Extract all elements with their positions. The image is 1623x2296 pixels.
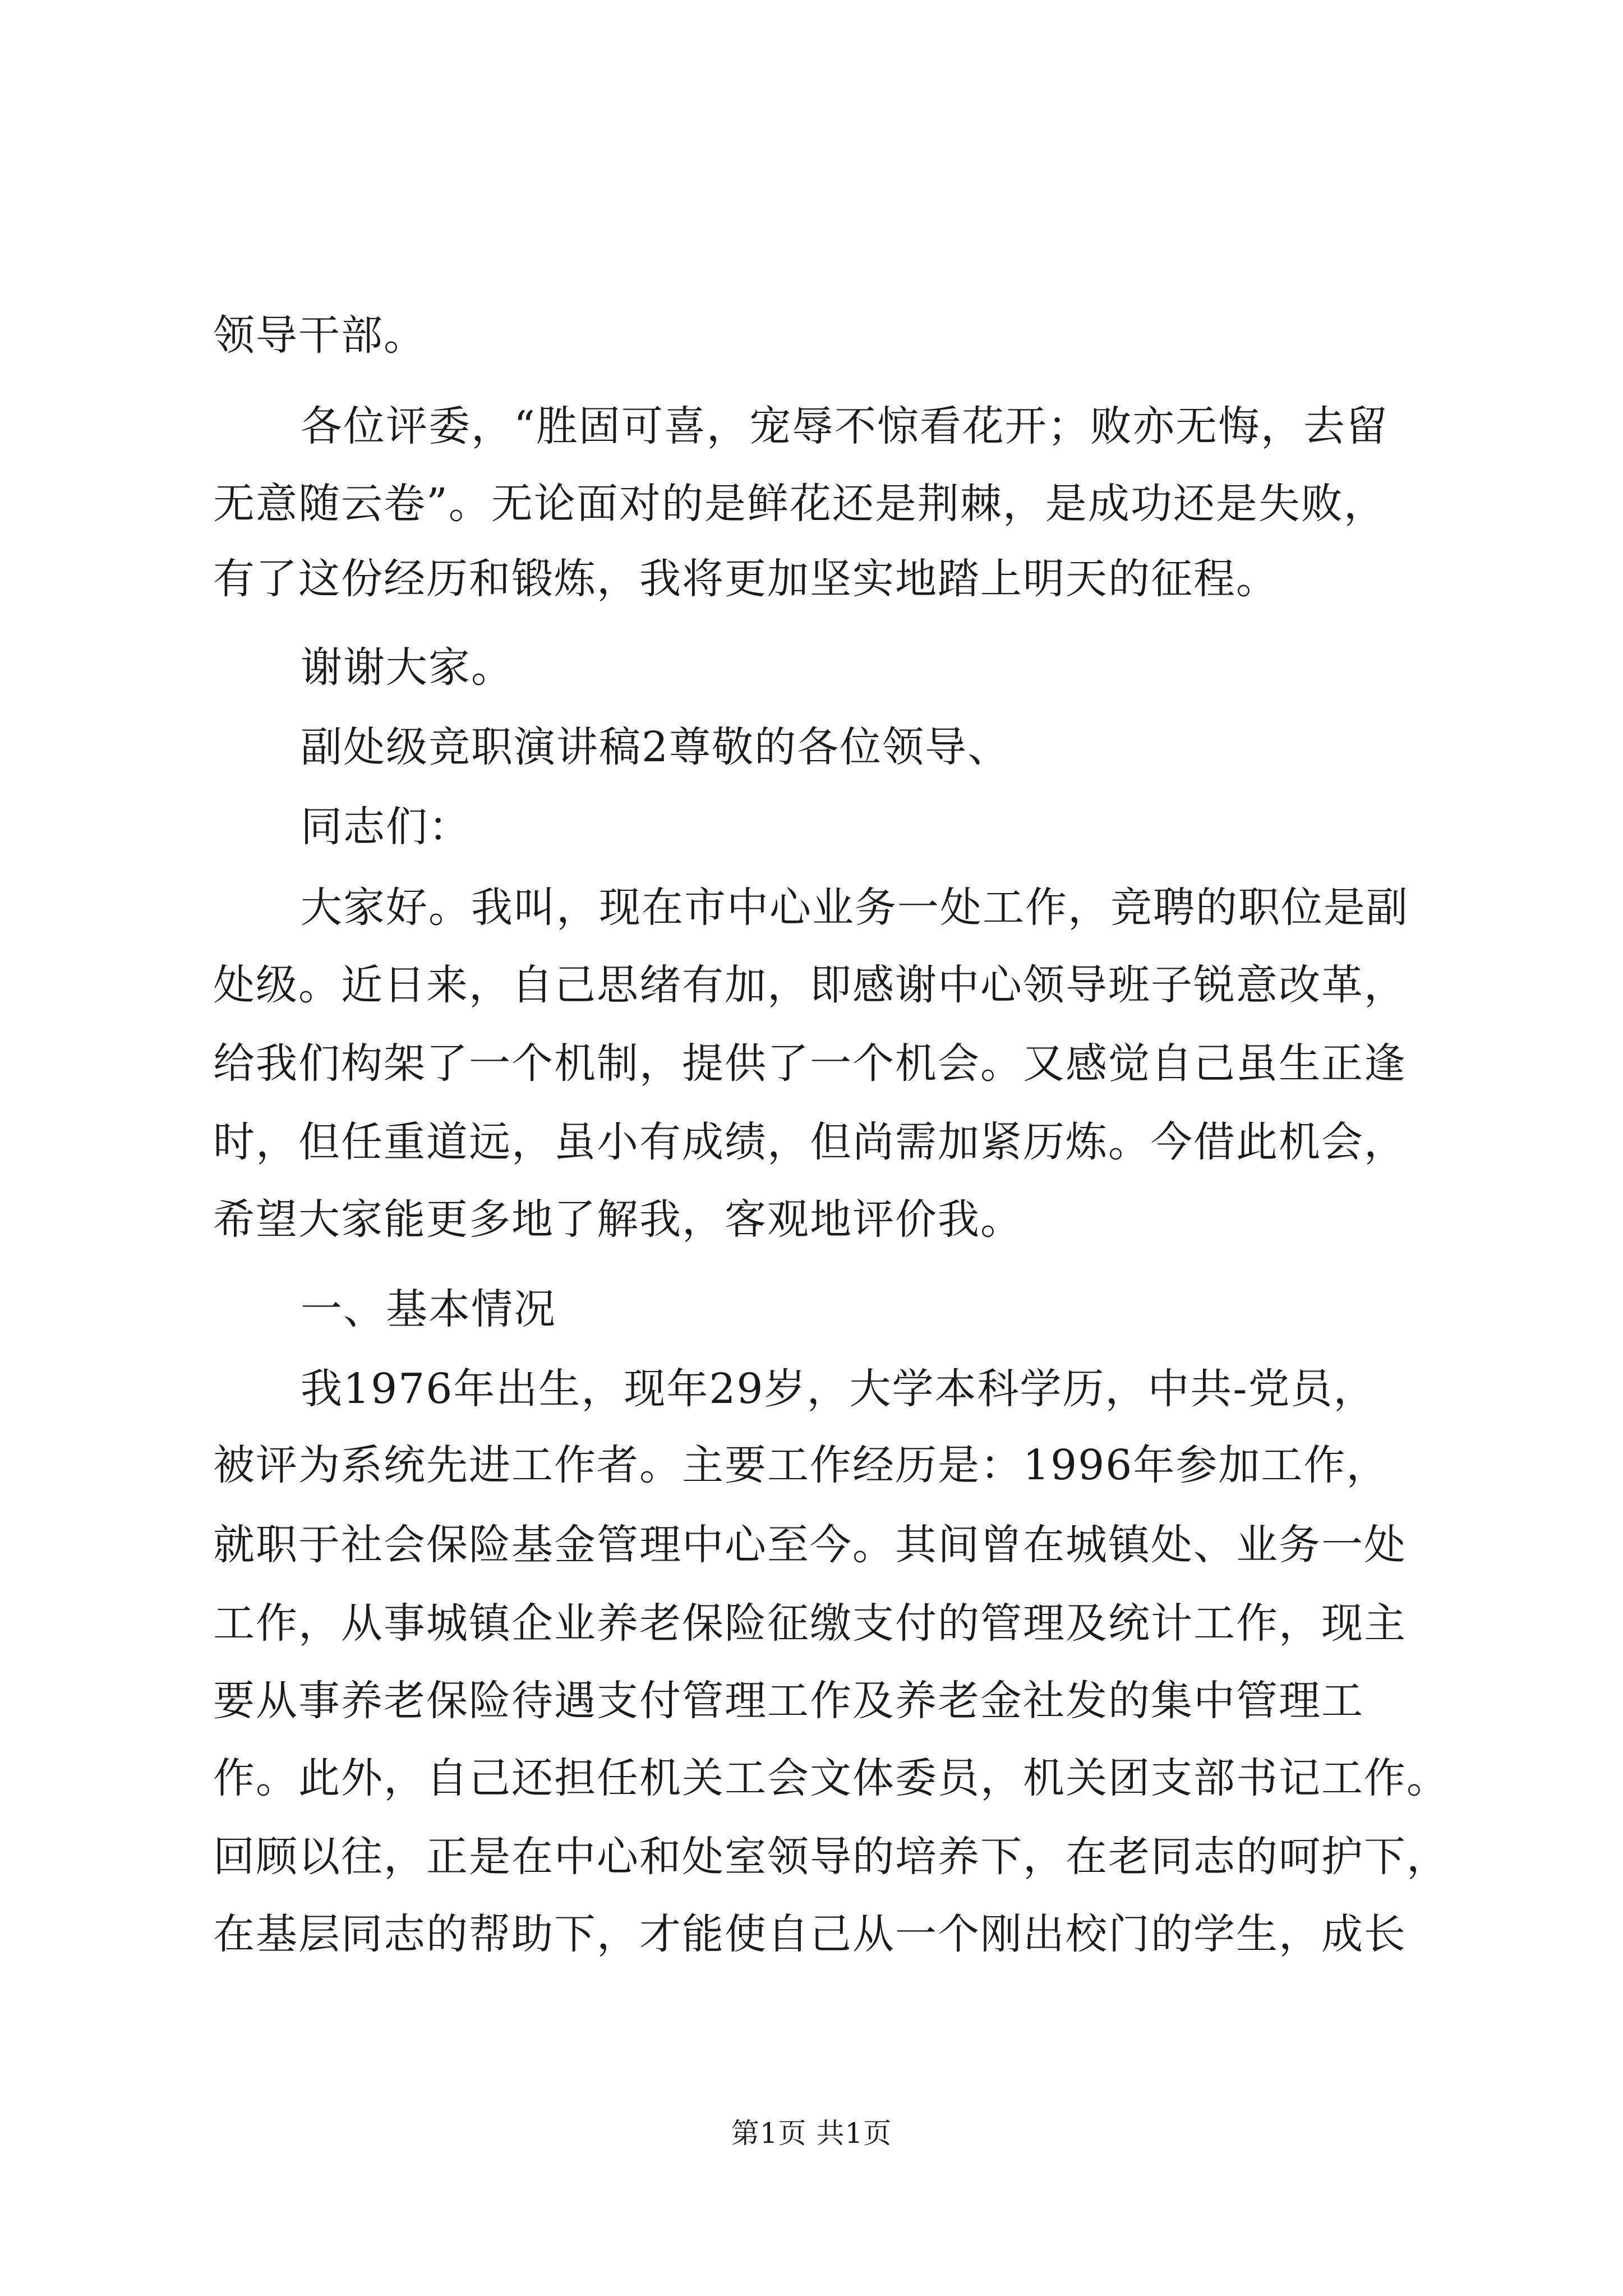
text-line: 处级。近日来，自己思绪有加，即感谢中心领导班子锐意改革， — [213, 961, 1407, 1009]
text-line: 同志们： — [301, 803, 471, 851]
section-heading: 一、基本情况 — [301, 1285, 556, 1333]
text-line: 给我们构架了一个机制，提供了一个机会。又感觉自己虽生正逢 — [213, 1039, 1407, 1088]
text-line: 在基层同志的帮助下，才能使自己从一个刚出校门的学生，成长 — [213, 1910, 1407, 1958]
text-line: 无意随云卷”。无论面对的是鲜花还是荆棘，是成功还是失败， — [213, 480, 1386, 528]
text-line: 副处级竞职演讲稿2尊敬的各位领导、 — [301, 723, 1011, 771]
text-line: 被评为系统先进工作者。主要工作经历是：1996年参加工作， — [213, 1441, 1389, 1489]
text-line: 大家好。我叫，现在市中心业务一处工作，竞聘的职位是副 — [301, 884, 1409, 932]
text-line: 领导干部。 — [213, 311, 426, 360]
text-line: 作。此外，自己还担任机关工会文体委员，机关团支部书记工作。 — [213, 1754, 1449, 1802]
text-line: 希望大家能更多地了解我，客观地评价我。 — [213, 1195, 1023, 1244]
text-line: 回顾以往，正是在中心和处室领导的培养下，在老同志的呵护下， — [213, 1833, 1449, 1881]
text-line: 有了这份经历和锻炼，我将更加坚实地踏上明天的征程。 — [213, 555, 1279, 603]
text-line: 我1976年出生，现年29岁，大学本科学历，中共-党员， — [301, 1365, 1376, 1413]
text-line: 谢谢大家。 — [301, 643, 514, 692]
text-line: 工作，从事城镇企业养老保险征缴支付的管理及统计工作，现主 — [213, 1599, 1407, 1648]
text-line: 要从事养老保险待遇支付管理工作及养老金社发的集中管理工 — [213, 1677, 1364, 1725]
text-line: 就职于社会保险基金管理中心至今。其间曾在城镇处、业务一处 — [213, 1521, 1407, 1569]
page-footer: 第1页 共1页 — [731, 2117, 892, 2150]
text-line: 时，但任重道远，虽小有成绩，但尚需加紧历炼。今借此机会， — [213, 1118, 1407, 1166]
text-line: 各位评委，“胜固可喜，宠辱不惊看花开；败亦无悔，去留 — [301, 402, 1389, 450]
